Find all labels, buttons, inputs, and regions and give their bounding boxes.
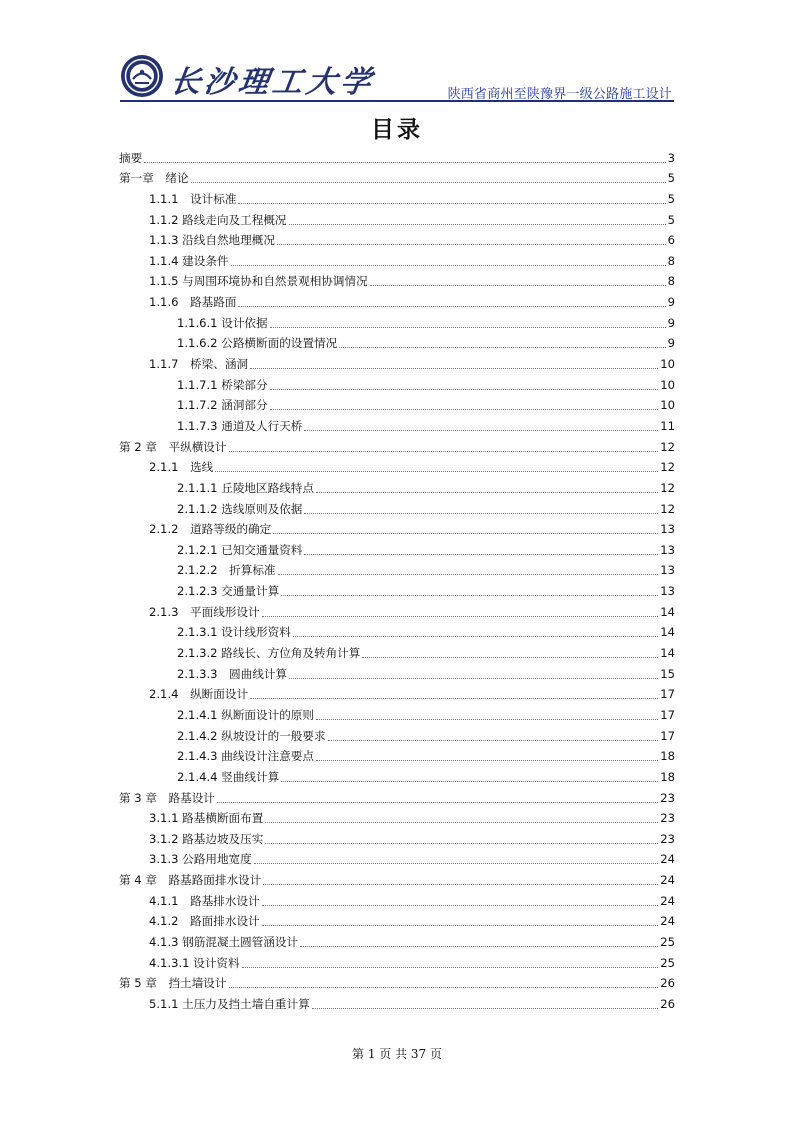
toc-entry[interactable]	[119, 744, 675, 765]
toc-entry[interactable]	[119, 847, 675, 868]
toc-page-number: 17	[660, 707, 675, 722]
toc-dot-leader	[270, 409, 659, 410]
toc-entry[interactable]	[119, 764, 675, 785]
toc-dot-leader	[262, 905, 659, 906]
toc-entry[interactable]	[119, 517, 675, 538]
toc-page-number: 25	[660, 955, 675, 970]
toc-dot-leader	[328, 740, 659, 741]
toc-dot-leader	[289, 224, 666, 225]
toc-entry-title: 1.1.1 设计标准	[149, 191, 237, 206]
toc-entry[interactable]	[119, 620, 675, 641]
toc-entry[interactable]	[119, 929, 675, 950]
toc-entry[interactable]	[119, 558, 675, 579]
toc-entry-title: 1.1.2 路线走向及工程概况	[149, 212, 287, 227]
toc-entry-title: 第一章 绪论	[119, 171, 189, 186]
toc-entry-title: 1.1.4 建设条件	[149, 253, 229, 268]
toc-entry-title: 3.1.2 路基边坡及压实	[149, 831, 264, 846]
toc-entry[interactable]	[119, 867, 675, 888]
project-title: 陕西省商州至陕豫界一级公路施工设计	[447, 87, 672, 102]
toc-entry[interactable]	[119, 269, 675, 290]
toc-page-number: 9	[667, 295, 675, 310]
toc-entry-title: 2.1.3 平面线形设计	[149, 604, 260, 619]
toc-entry[interactable]	[119, 723, 675, 744]
toc-dot-leader	[281, 781, 658, 782]
toc-entry-title: 5.1.1 土压力及挡土墙自重计算	[149, 996, 310, 1011]
toc-entry-title: 摘要	[119, 150, 143, 165]
toc-entry-title: 1.1.3 沿线自然地理概况	[149, 233, 275, 248]
toc-dot-leader	[229, 987, 659, 988]
toc-page-number: 15	[660, 666, 675, 681]
toc-page-number: 24	[660, 873, 675, 888]
toc-entry-title: 第 2 章 平纵横设计	[119, 439, 227, 454]
toc-entry-title: 2.1.2.2 折算标准	[177, 563, 276, 578]
toc-page-number: 5	[667, 212, 675, 227]
toc-entry-title: 2.1.1.2 选线原则及依据	[177, 501, 303, 516]
toc-entry[interactable]	[119, 991, 675, 1012]
toc-dot-leader	[215, 471, 658, 472]
toc-page-number: 14	[660, 646, 675, 661]
toc-entry-title: 2.1.4.2 纵坡设计的一般要求	[177, 728, 326, 743]
university-seal-icon	[120, 54, 164, 98]
page-footer: 第 1 页 共 37 页	[352, 1047, 442, 1061]
toc-page-number: 9	[667, 315, 675, 330]
toc-entry[interactable]	[119, 186, 675, 207]
toc-dot-leader	[316, 760, 658, 761]
toc-page-number: 24	[660, 893, 675, 908]
toc-entry-title: 2.1.1 选线	[149, 460, 214, 475]
toc-entry[interactable]	[119, 702, 675, 723]
toc-entry[interactable]	[119, 806, 675, 827]
toc-entry[interactable]	[119, 228, 675, 249]
toc-page-number: 13	[660, 542, 675, 557]
toc-dot-leader	[316, 719, 658, 720]
toc-dot-leader	[304, 554, 658, 555]
toc-dot-leader	[250, 698, 658, 699]
toc-page-number: 13	[660, 584, 675, 599]
toc-dot-leader	[281, 595, 658, 596]
toc-dot-leader	[289, 678, 658, 679]
toc-entry[interactable]	[119, 145, 675, 166]
toc-page-number: 6	[667, 233, 675, 248]
toc-page-number: 25	[660, 934, 675, 949]
toc-entry[interactable]	[119, 248, 675, 269]
page-header	[118, 50, 674, 102]
toc-page-number: 13	[660, 563, 675, 578]
toc-page-number: 26	[660, 976, 675, 991]
toc-page-number: 12	[660, 480, 675, 495]
toc-page-number: 17	[660, 687, 675, 702]
toc-entry-title: 1.1.6.2 公路横断面的设置情况	[177, 336, 338, 351]
toc-page-number: 12	[660, 439, 675, 454]
toc-entry-title: 1.1.7.2 涵洞部分	[177, 398, 268, 413]
toc-dot-leader	[312, 1008, 659, 1009]
toc-entry[interactable]	[119, 496, 675, 517]
toc-page-number: 23	[660, 811, 675, 826]
toc-entry[interactable]	[119, 289, 675, 310]
toc-entry-title: 3.1.1 路基横断面布置	[149, 811, 264, 826]
toc-page-number: 5	[667, 171, 675, 186]
toc-dot-leader	[339, 347, 665, 348]
toc-entry-title: 2.1.4.1 纵断面设计的原则	[177, 707, 314, 722]
toc-dot-leader	[217, 802, 658, 803]
toc-dot-leader	[191, 182, 666, 183]
toc-dot-leader	[362, 657, 658, 658]
table-of-contents	[119, 145, 675, 1012]
toc-page-number: 8	[667, 274, 675, 289]
toc-entry[interactable]	[119, 537, 675, 558]
toc-entry[interactable]	[119, 971, 675, 992]
toc-dot-leader	[262, 616, 659, 617]
toc-page-number: 24	[660, 914, 675, 929]
toc-page-number: 3	[667, 150, 675, 165]
toc-entry[interactable]	[119, 888, 675, 909]
toc-page-number: 18	[660, 769, 675, 784]
toc-entry[interactable]	[119, 599, 675, 620]
toc-dot-leader	[293, 636, 658, 637]
toc-dot-leader	[254, 863, 658, 864]
toc-dot-leader	[270, 327, 666, 328]
toc-entry-title: 1.1.6.1 设计依据	[177, 315, 268, 330]
toc-entry-title: 4.1.3 钢筋混凝土圆管涵设计	[149, 934, 299, 949]
toc-entry-title: 2.1.4 纵断面设计	[149, 687, 249, 702]
toc-dot-leader	[370, 285, 666, 286]
toc-entry-title: 1.1.7.1 桥梁部分	[177, 377, 268, 392]
toc-entry-title: 1.1.5 与周围环境协和自然景观相协调情况	[149, 274, 368, 289]
toc-entry-title: 1.1.6 路基路面	[149, 295, 237, 310]
toc-page-number: 8	[667, 253, 675, 268]
toc-page-number: 11	[660, 418, 675, 433]
toc-entry-title: 2.1.2 道路等级的确定	[149, 522, 272, 537]
toc-entry-title: 2.1.3.2 路线长、方位角及转角计算	[177, 646, 361, 661]
toc-dot-leader	[265, 822, 658, 823]
toc-dot-leader	[262, 925, 659, 926]
toc-entry-title: 1.1.7 桥梁、涵洞	[149, 357, 249, 372]
toc-entry[interactable]	[119, 331, 675, 352]
toc-dot-leader	[144, 162, 665, 163]
toc-page-number: 23	[660, 831, 675, 846]
toc-entry-title: 2.1.2.3 交通量计算	[177, 584, 280, 599]
toc-entry[interactable]	[119, 785, 675, 806]
toc-entry-title: 第 4 章 路基路面排水设计	[119, 873, 262, 888]
toc-entry[interactable]	[119, 661, 675, 682]
toc-page-number: 10	[660, 357, 675, 372]
toc-entry[interactable]	[119, 909, 675, 930]
toc-dot-leader	[270, 389, 659, 390]
toc-entry-title: 3.1.3 公路用地宽度	[149, 852, 252, 867]
toc-dot-leader	[300, 946, 658, 947]
toc-entry[interactable]	[119, 578, 675, 599]
header-rule	[120, 100, 674, 102]
toc-entry[interactable]	[119, 207, 675, 228]
toc-entry-title: 第 3 章 路基设计	[119, 790, 215, 805]
toc-dot-leader	[238, 306, 665, 307]
toc-entry-title: 4.1.3.1 设计资料	[149, 955, 240, 970]
toc-entry-title: 第 5 章 挡土墙设计	[119, 976, 227, 991]
toc-entry[interactable]	[119, 682, 675, 703]
page-title: 目录	[371, 117, 423, 143]
toc-dot-leader	[304, 430, 658, 431]
toc-dot-leader	[250, 368, 658, 369]
toc-page-number: 10	[660, 398, 675, 413]
toc-dot-leader	[304, 513, 658, 514]
toc-entry[interactable]	[119, 413, 675, 434]
toc-entry-title: 1.1.7.3 通道及人行天桥	[177, 418, 303, 433]
toc-page-number: 24	[660, 852, 675, 867]
toc-dot-leader	[229, 451, 659, 452]
toc-entry[interactable]	[119, 166, 675, 187]
toc-entry[interactable]	[119, 455, 675, 476]
toc-entry-title: 2.1.4.3 曲线设计注意要点	[177, 749, 314, 764]
toc-page-number: 10	[660, 377, 675, 392]
toc-entry-title: 2.1.3.1 设计线形资料	[177, 625, 291, 640]
toc-page-number: 9	[667, 336, 675, 351]
toc-dot-leader	[316, 492, 658, 493]
toc-page-number: 17	[660, 728, 675, 743]
toc-entry[interactable]	[119, 310, 675, 331]
toc-entry-title: 2.1.1.1 丘陵地区路线特点	[177, 480, 314, 495]
university-name: 长沙理工大学	[168, 65, 377, 100]
toc-page-number: 5	[667, 191, 675, 206]
toc-page-number: 18	[660, 749, 675, 764]
toc-page-number: 12	[660, 460, 675, 475]
toc-dot-leader	[238, 203, 665, 204]
toc-page-number: 12	[660, 501, 675, 516]
toc-dot-leader	[273, 533, 658, 534]
toc-page-number: 26	[660, 996, 675, 1011]
toc-entry[interactable]	[119, 372, 675, 393]
toc-entry-title: 2.1.4.4 竖曲线计算	[177, 769, 280, 784]
toc-page-number: 14	[660, 625, 675, 640]
toc-dot-leader	[277, 244, 666, 245]
toc-dot-leader	[231, 265, 666, 266]
toc-page-number: 23	[660, 790, 675, 805]
toc-entry[interactable]	[119, 950, 675, 971]
toc-entry[interactable]	[119, 826, 675, 847]
toc-entry[interactable]	[119, 640, 675, 661]
toc-entry[interactable]	[119, 434, 675, 455]
toc-dot-leader	[242, 967, 659, 968]
toc-entry[interactable]	[119, 351, 675, 372]
toc-entry[interactable]	[119, 393, 675, 414]
toc-dot-leader	[263, 884, 658, 885]
toc-page-number: 13	[660, 522, 675, 537]
toc-entry[interactable]	[119, 475, 675, 496]
toc-dot-leader	[278, 574, 659, 575]
toc-entry-title: 2.1.3.3 圆曲线计算	[177, 666, 288, 681]
toc-entry-title: 4.1.2 路面排水设计	[149, 914, 260, 929]
toc-page-number: 14	[660, 604, 675, 619]
toc-dot-leader	[265, 843, 658, 844]
toc-entry-title: 4.1.1 路基排水设计	[149, 893, 260, 908]
toc-entry-title: 2.1.2.1 已知交通量资料	[177, 542, 303, 557]
